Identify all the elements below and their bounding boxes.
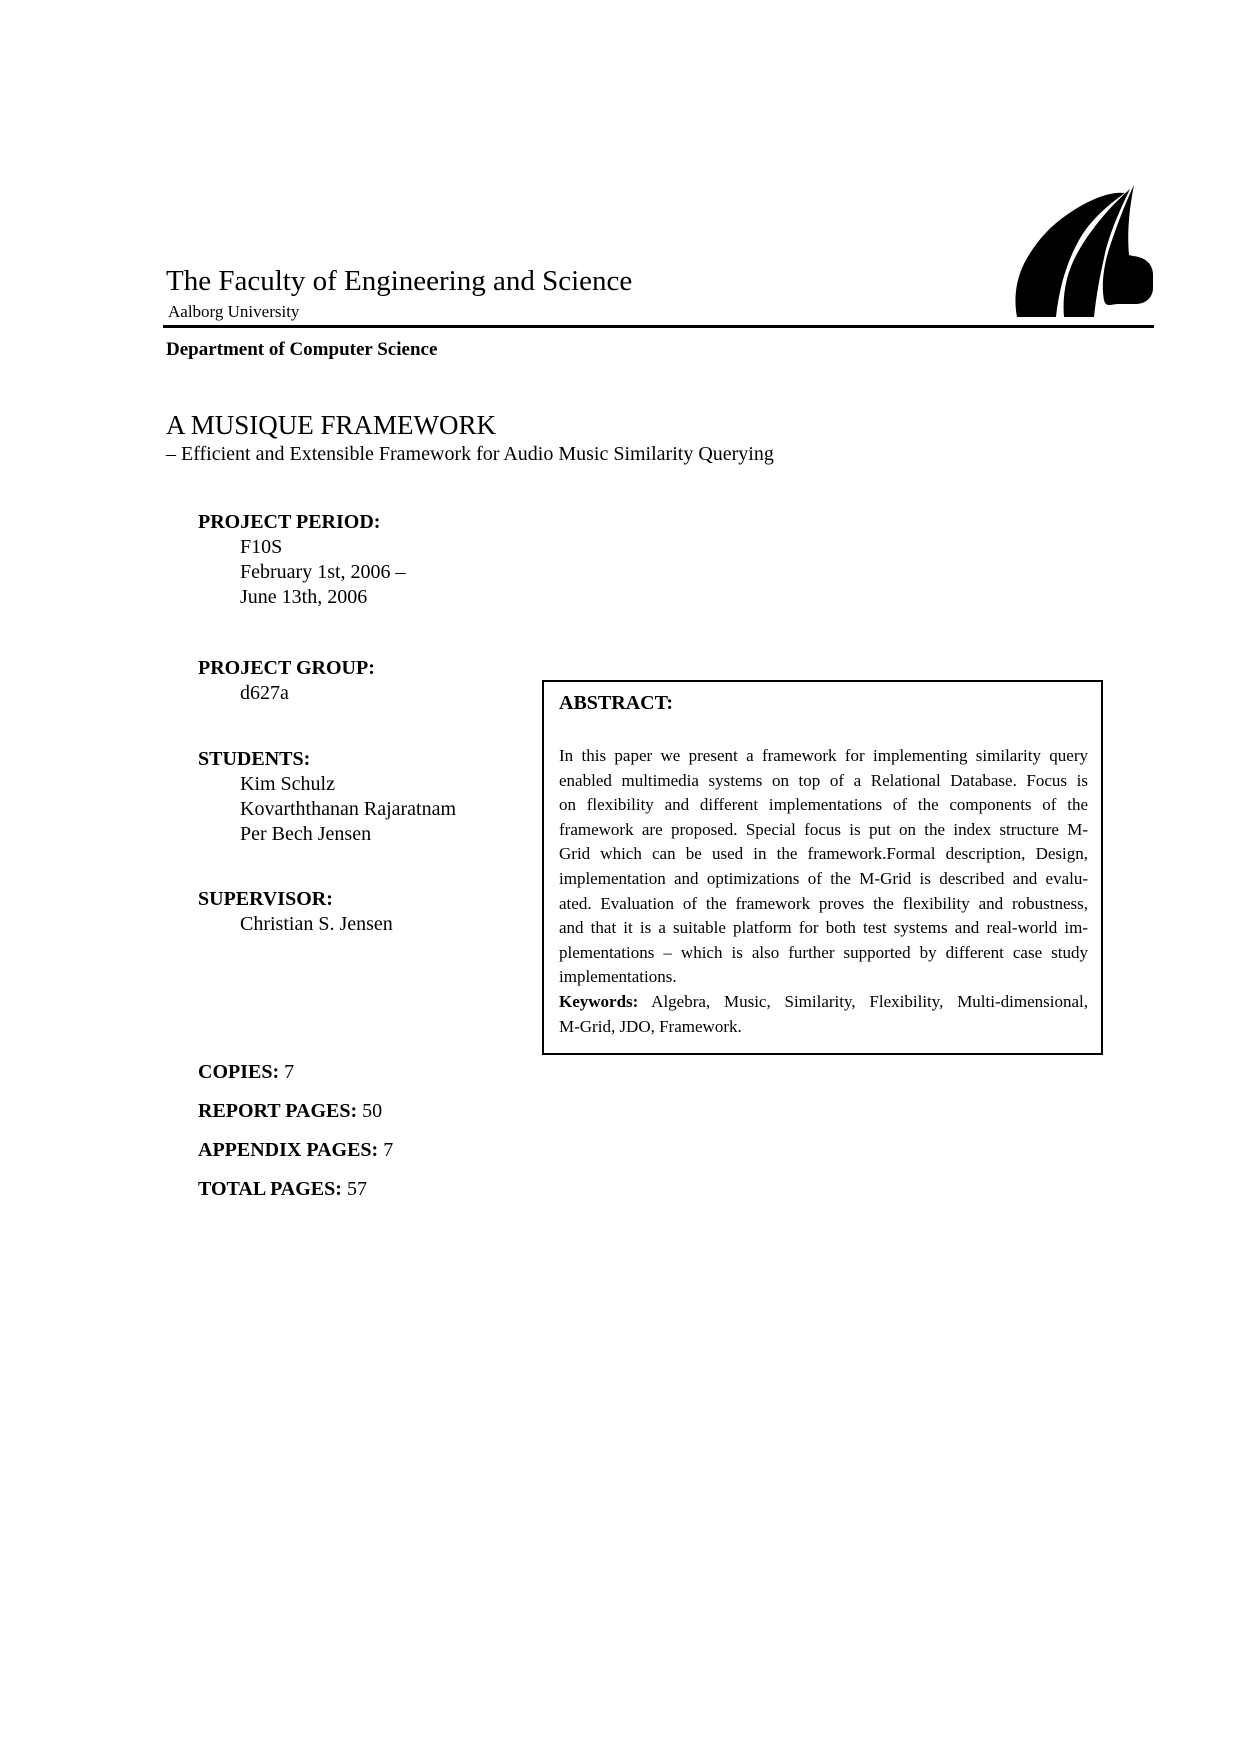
total-pages-label: TOTAL PAGES: xyxy=(198,1178,342,1200)
project-period-line: F10S xyxy=(240,536,283,558)
report-pages-value: 50 xyxy=(362,1100,383,1122)
abstract-line: M-Grid, JDO, Framework. xyxy=(559,1016,742,1036)
abstract-line: Keywords: Algebra, Music, Similarity, Flexibility, Multi-dimensional, xyxy=(559,991,1088,1011)
appendix-pages-value: 7 xyxy=(383,1139,394,1161)
copies-label: COPIES: xyxy=(198,1061,280,1083)
supervisor-label: SUPERVISOR: xyxy=(198,888,333,910)
copies-stat xyxy=(198,1059,393,1085)
abstract-line: plementations – which is also further supported by different case study xyxy=(559,942,1088,962)
abstract-line: implementation and optimizations of the M-Grid is described and evalu- xyxy=(559,868,1088,888)
project-period-line: February 1st, 2006 – xyxy=(240,561,406,583)
project-group-section xyxy=(198,655,375,706)
abstract-label: ABSTRACT: xyxy=(559,692,674,714)
header-divider xyxy=(163,325,1154,328)
report-pages-stat xyxy=(198,1098,393,1124)
abstract-box xyxy=(542,680,1103,1055)
students-section xyxy=(198,746,456,847)
abstract-text xyxy=(559,744,1088,1039)
supervisor-section xyxy=(198,886,393,937)
copies-value: 7 xyxy=(284,1061,295,1083)
report-stats xyxy=(198,1059,393,1215)
supervisor-name: Christian S. Jensen xyxy=(240,913,393,935)
project-group-label: PROJECT GROUP: xyxy=(198,657,375,679)
university-name: Aalborg University xyxy=(168,302,300,321)
abstract-line: and that it is a suitable platform for both test systems and real-world im- xyxy=(559,918,1088,938)
abstract-line: implementations. xyxy=(559,967,677,987)
department-name: Department of Computer Science xyxy=(166,339,438,360)
abstract-line: on flexibility and different implementations of the components of the xyxy=(559,795,1088,815)
project-period-line: June 13th, 2006 xyxy=(240,586,368,608)
student-name: Kovarththanan Rajaratnam xyxy=(240,798,457,820)
abstract-line: enabled multimedia systems on top of a Relational Database. Focus is xyxy=(559,770,1088,790)
aau-logo-icon xyxy=(1012,178,1157,320)
total-pages-stat xyxy=(198,1176,393,1202)
student-name: Kim Schulz xyxy=(240,773,335,795)
project-group-id: d627a xyxy=(240,682,289,704)
report-pages-label: REPORT PAGES: xyxy=(198,1100,358,1122)
report-title: A MUSIQUE FRAMEWORK xyxy=(166,410,497,440)
appendix-pages-stat xyxy=(198,1137,393,1163)
student-name: Per Bech Jensen xyxy=(240,823,372,845)
project-period-label: PROJECT PERIOD: xyxy=(198,511,381,533)
faculty-title: The Faculty of Engineering and Science xyxy=(166,265,633,297)
students-label: STUDENTS: xyxy=(198,748,311,770)
abstract-line: Grid which can be used in the framework.Formal description, Design, xyxy=(559,844,1088,864)
project-period-section xyxy=(198,509,406,610)
total-pages-value: 57 xyxy=(346,1178,367,1200)
appendix-pages-label: APPENDIX PAGES: xyxy=(198,1139,379,1161)
report-subtitle: – Efficient and Extensible Framework for Audio Music Similarity Querying xyxy=(166,443,774,465)
abstract-line: ated. Evaluation of the framework proves the flexibility and robustness, xyxy=(559,893,1088,913)
abstract-line: framework are proposed. Special focus is put on the index structure M- xyxy=(559,819,1088,839)
abstract-line: In this paper we present a framework for implementing similarity query xyxy=(559,746,1088,765)
